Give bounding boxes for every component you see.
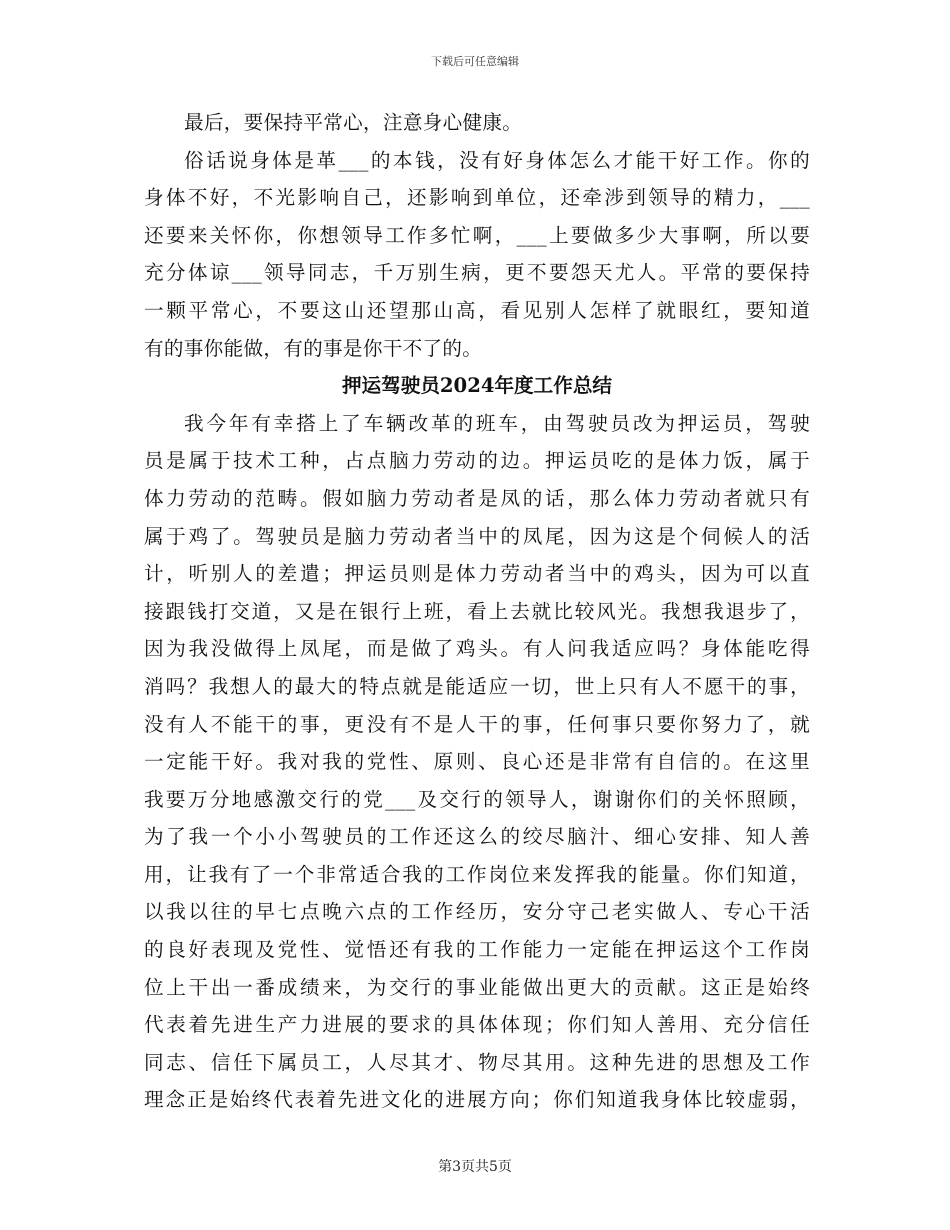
- paragraph-line: 理念正是始终代表着先进文化的进展方向；你们知道我身体比较虚弱，: [144, 1088, 810, 1112]
- paragraph-line: 消吗？我想人的最大的特点就是能适应一切，世上只有人不愿干的事，: [144, 674, 810, 698]
- paragraph-line: 计，听别人的差遣；押运员则是体力劳动者当中的鸡头，因为可以直: [144, 562, 810, 586]
- paragraph-line: 还要来关怀你，你想领导工作多忙啊，___上要做多少大事啊，所以要: [144, 223, 810, 247]
- paragraph-line: 一定能干好。我对我的党性、原则、良心还是非常有自信的。在这里: [144, 750, 810, 774]
- paragraph-line: 最后，要保持平常心，注意身心健康。: [184, 111, 523, 134]
- page-header: 下载后可任意编辑: [431, 55, 519, 68]
- paragraph-line: 的良好表现及党性、觉悟还有我的工作能力一定能在押运这个工作岗: [144, 938, 810, 962]
- paragraph-line: 以我以往的早七点晚六点的工作经历，安分守己老实做人、专心干活: [144, 900, 810, 924]
- paragraph-line: 有的事你能做，有的事是你干不了的。: [144, 336, 483, 360]
- paragraph-line: 俗话说身体是革___的本钱，没有好身体怎么才能干好工作。你的: [184, 148, 810, 172]
- paragraph-line: 位上干出一番成绩来，为交行的事业能做出更大的贡献。这正是始终: [144, 975, 810, 999]
- paragraph-line: 用，让我有了一个非常适合我的工作岗位来发挥我的能量。你们知道，: [144, 862, 810, 886]
- paragraph-line: 一颗平常心，不要这山还望那山高，看见别人怎样了就眼红，要知道: [144, 298, 810, 322]
- paragraph-line: 我今年有幸搭上了车辆改革的班车，由驾驶员改为押运员，驾驶: [184, 411, 810, 435]
- paragraph-line: 充分体谅___领导同志，千万别生病，更不要怨天尤人。平常的要保持: [144, 261, 810, 285]
- document-body: [144, 104, 810, 1119]
- paragraph-line: 代表着先进生产力进展的要求的具体体现；你们知人善用、充分信任: [144, 1013, 810, 1037]
- paragraph-line: 属于鸡了。驾驶员是脑力劳动者当中的凤尾，因为这是个伺候人的活: [144, 524, 810, 548]
- paragraph-line: 因为我没做得上凤尾，而是做了鸡头。有人问我适应吗？身体能吃得: [144, 637, 810, 661]
- paragraph-line: 我要万分地感激交行的党___及交行的领导人，谢谢你们的关怀照顾，: [144, 787, 810, 811]
- paragraph-line: 同志、信任下属员工，人尽其才、物尽其用。这种先进的思想及工作: [144, 1050, 810, 1074]
- section-title: 押运驾驶员2024年度工作总结: [341, 374, 613, 398]
- page-footer: 第3页共5页: [438, 1159, 512, 1175]
- paragraph-line: 没有人不能干的事，更没有不是人干的事，任何事只要你努力了，就: [144, 712, 810, 736]
- paragraph-line: 身体不好，不光影响自己，还影响到单位，还牵涉到领导的精力，___: [144, 186, 810, 210]
- paragraph-line: 为了我一个小小驾驶员的工作还这么的绞尽脑汁、细心安排、知人善: [144, 825, 810, 849]
- paragraph-line: 体力劳动的范畴。假如脑力劳动者是凤的话，那么体力劳动者就只有: [144, 486, 810, 510]
- paragraph-line: 员是属于技术工种，占点脑力劳动的边。押运员吃的是体力饭，属于: [144, 449, 810, 473]
- paragraph-line: 接跟钱打交道，又是在银行上班，看上去就比较风光。我想我退步了，: [144, 599, 810, 623]
